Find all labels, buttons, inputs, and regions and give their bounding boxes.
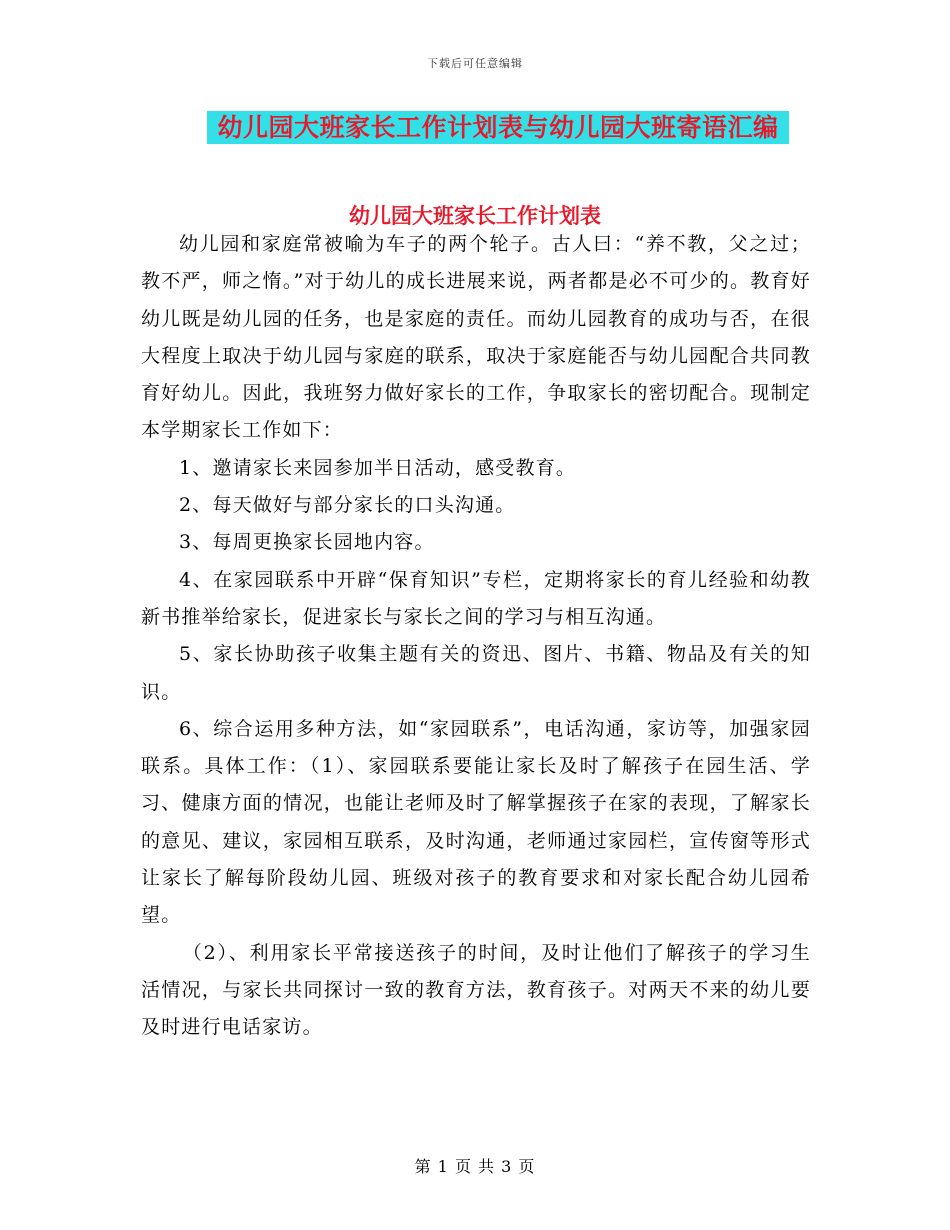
- document-title: 幼儿园大班家长工作计划表与幼儿园大班寄语汇编: [217, 113, 779, 142]
- paragraph-item-3: 3、每周更换家长园地内容。: [179, 531, 435, 554]
- paragraph-item-6: 6、综合运用多种方法，如“家园联系”，电话沟通，家访等，加强家园联系。具体工作：（1）、家园联系要能让家长及时了解孩子在园生活、学习、健康方面的情况，也能让老师及时了解掌握孩子在家的表现，了解家长的意见、建议，家园相互联系，及时沟通，老师通过家园栏，宣传窗等形式让家长了解每阶段幼儿园、班级对孩子的教育要求和对家长配合幼儿园希望。: [141, 717, 811, 927]
- paragraph-item-1: 1、邀请家长来园参加半日活动，感受教育。: [179, 456, 577, 479]
- page-header-note: 下载后可任意编辑: [427, 57, 523, 70]
- paragraph-intro: 幼儿园和家庭常被喻为车子的两个轮子。古人曰：“养不教，父之过；教不严，师之惰。”对于幼儿的成长进展来说，两者都是必不可少的。教育好幼儿既是幼儿园的任务，也是家庭的责任。而幼儿园教育的成功与否，在很大程度上取决于幼儿园与家庭的联系，取决于家庭能否与幼儿园配合共同教育好幼儿。因此，我班努力做好家长的工作，争取家长的密切配合。现制定本学期家长工作如下：: [141, 233, 811, 442]
- document-body: [141, 226, 811, 1047]
- document-title-highlight: [207, 111, 789, 144]
- paragraph-item-5: 5、家长协助孩子收集主题有关的资迅、图片、书籍、物品及有关的知识。: [141, 643, 811, 703]
- paragraph-item-4: 4、在家园联系中开辟“保育知识”专栏，定期将家长的育儿经验和幼教新书推举给家长，促进家长与家长之间的学习与相互沟通。: [141, 568, 811, 628]
- page-number: 第 1 页 共 3 页: [414, 1157, 536, 1176]
- paragraph-item-6-2: （2）、利用家长平常接送孩子的时间，及时让他们了解孩子的学习生活情况，与家长共同探讨一致的教育方法，教育孩子。对两天不来的幼儿要及时进行电话家访。: [141, 941, 811, 1039]
- paragraph-item-2: 2、每天做好与部分家长的口头沟通。: [179, 494, 516, 517]
- section-title: 幼儿园大班家长工作计划表: [349, 203, 601, 228]
